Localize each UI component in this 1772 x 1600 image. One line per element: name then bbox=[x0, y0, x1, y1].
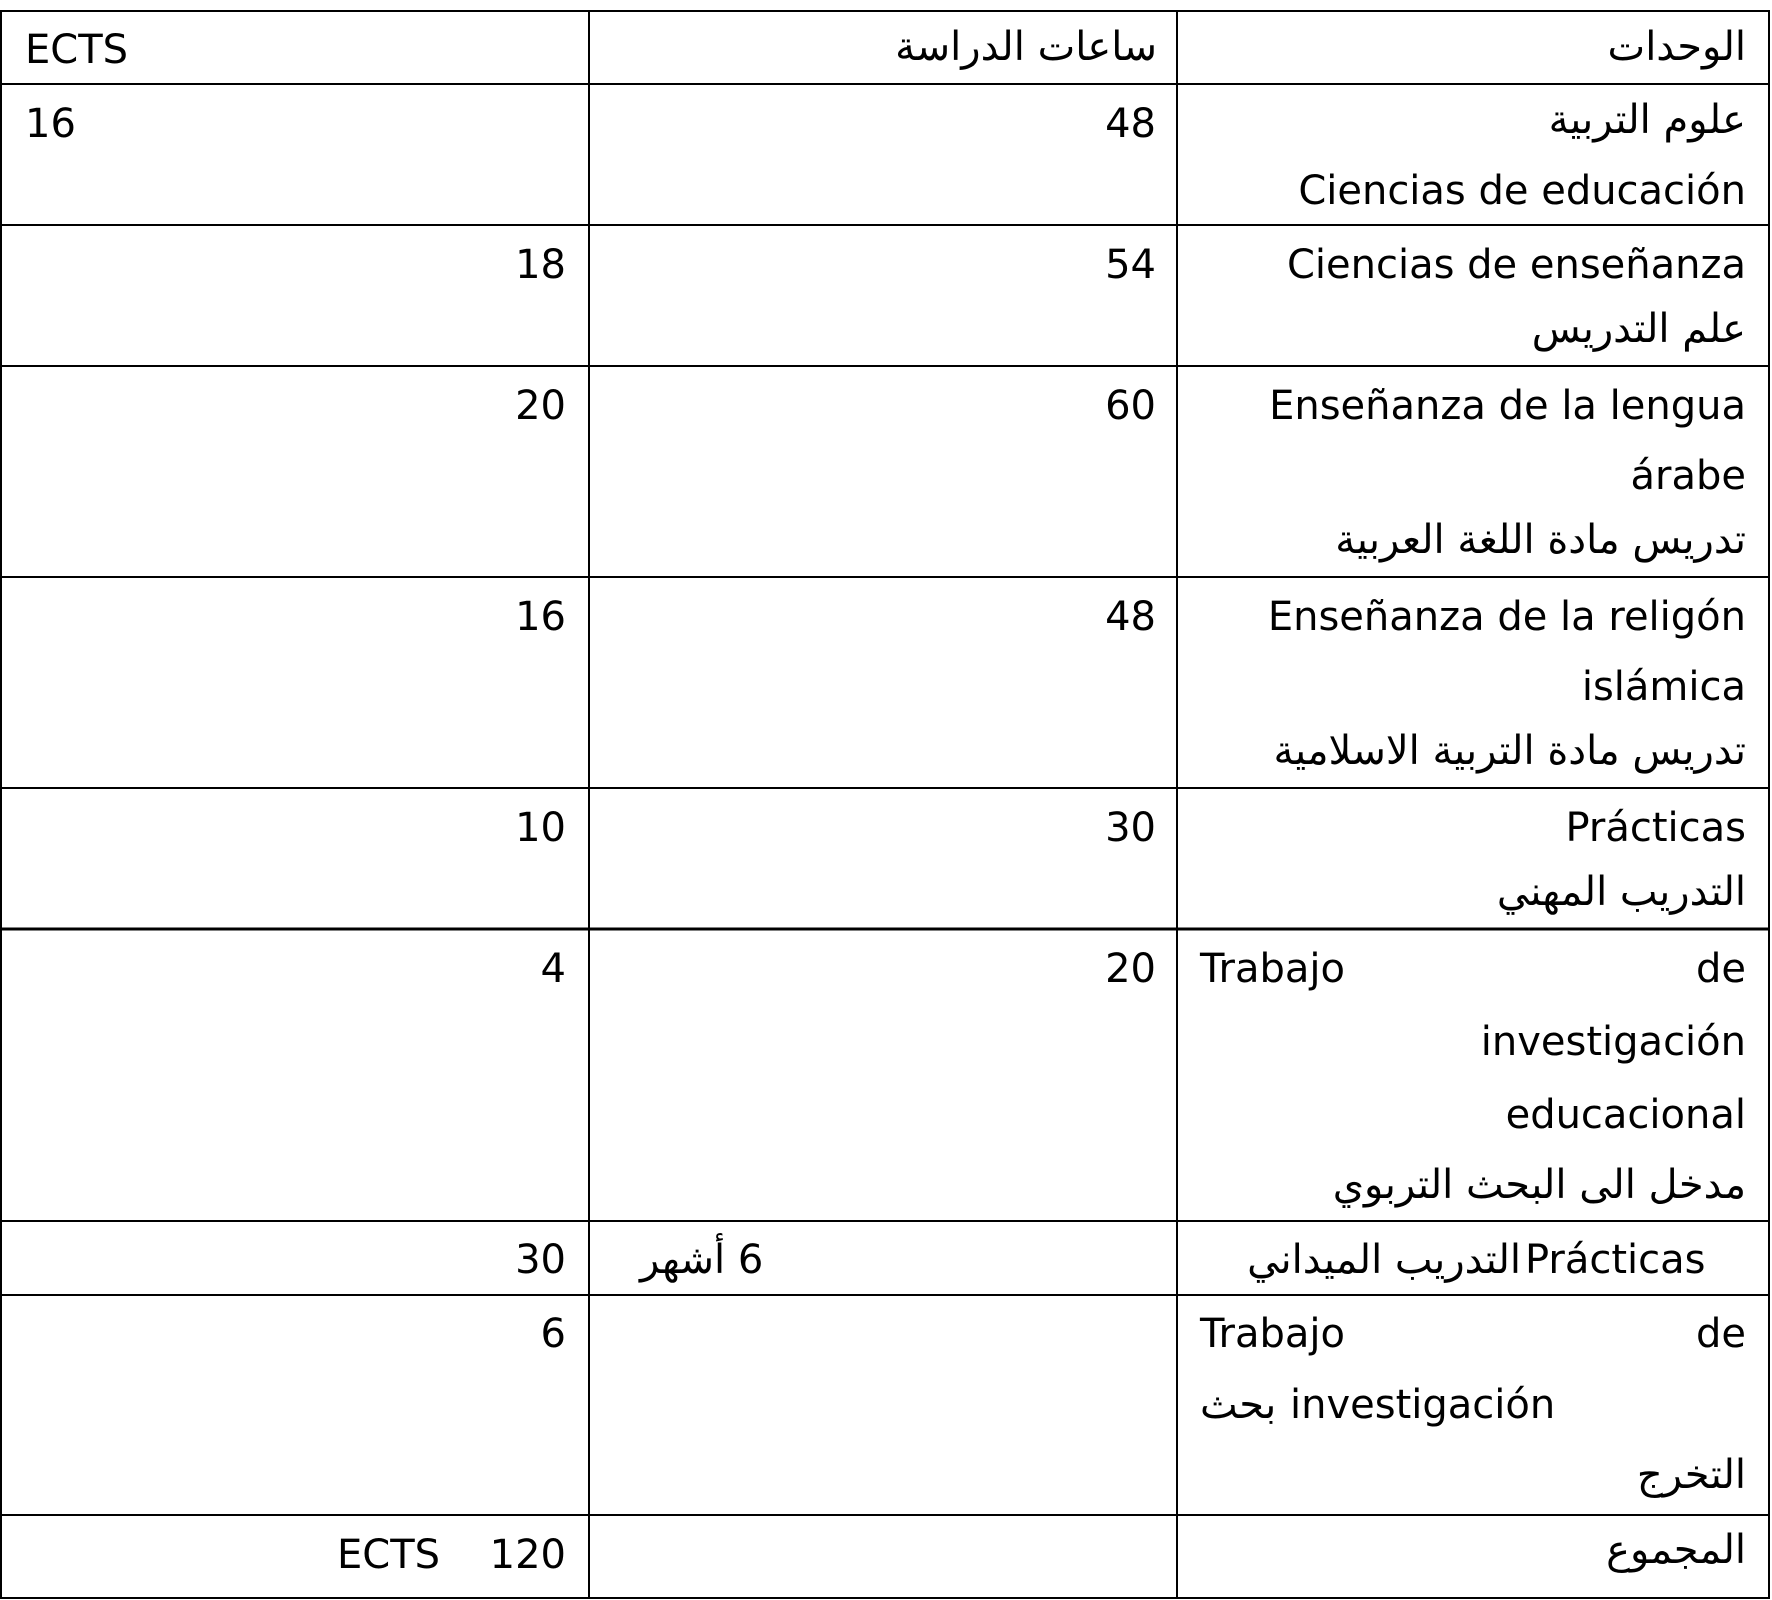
row-6-module-es-3: educacional bbox=[1505, 1092, 1746, 1138]
row-5-ects: 10 bbox=[515, 805, 566, 851]
header-ects: ECTS bbox=[25, 27, 129, 73]
row-6-ects: 4 bbox=[540, 946, 566, 992]
row-8-module-ar-1: بحث bbox=[1200, 1382, 1277, 1428]
total-unit: ECTS bbox=[337, 1532, 441, 1578]
row-4-module-es-2: islámica bbox=[1581, 664, 1746, 710]
row-3-module-ar: تدريس مادة اللغة العربية bbox=[1335, 517, 1746, 563]
row-8-module-es-1b: de bbox=[1696, 1311, 1746, 1357]
row-1-module-ar: علوم التربية bbox=[1548, 97, 1746, 143]
row-2-ects: 18 bbox=[515, 242, 566, 288]
row-5-module-ar: التدريب المهني bbox=[1496, 869, 1746, 915]
row-8-module-es-2: investigación bbox=[1290, 1382, 1556, 1428]
total-label: المجموع bbox=[1606, 1527, 1746, 1573]
row-4-ects: 16 bbox=[515, 594, 566, 640]
row-3-ects: 20 bbox=[515, 383, 566, 429]
header-study-hours: ساعات الدراسة bbox=[895, 24, 1157, 70]
row-1-module-es: Ciencias de educación bbox=[1298, 168, 1746, 214]
row-4-module-ar: تدريس مادة التربية الاسلامية bbox=[1273, 728, 1746, 774]
row-1-ects: 16 bbox=[25, 101, 76, 147]
row-5-hours: 30 bbox=[1105, 805, 1156, 851]
row-4-hours: 48 bbox=[1105, 594, 1156, 640]
row-5-module-es: Prácticas bbox=[1565, 805, 1746, 851]
row-3-module-es-1: Enseñanza de la lengua bbox=[1269, 383, 1746, 429]
total-value: 120 bbox=[489, 1532, 566, 1578]
row-6-module-es-1a: Trabajo bbox=[1200, 946, 1345, 992]
header-modules: الوحدات bbox=[1607, 24, 1746, 70]
row-8-module-ar-2: التخرج bbox=[1636, 1452, 1746, 1498]
row-2-module-es: Ciencias de enseñanza bbox=[1286, 242, 1746, 288]
row-8-ects: 6 bbox=[540, 1311, 566, 1357]
row-3-module-es-2: árabe bbox=[1630, 453, 1746, 499]
row-2-hours: 54 bbox=[1105, 242, 1156, 288]
row-7-module-es: Prácticas bbox=[1525, 1237, 1706, 1283]
row-7-hours: 6 أشهر bbox=[640, 1237, 764, 1283]
row-2-module-ar: علم التدريس bbox=[1531, 306, 1746, 352]
row-6-module-es-1b: de bbox=[1696, 946, 1746, 992]
row-3-hours: 60 bbox=[1105, 383, 1156, 429]
row-6-module-ar: مدخل الى البحث التربوي bbox=[1332, 1162, 1746, 1208]
row-6-module-es-2: investigación bbox=[1480, 1019, 1746, 1065]
row-4-module-es-1: Enseñanza de la religón bbox=[1267, 594, 1746, 640]
row-6-hours: 20 bbox=[1105, 946, 1156, 992]
row-1-hours: 48 bbox=[1105, 101, 1156, 147]
row-7-ects: 30 bbox=[515, 1237, 566, 1283]
row-8-module-es-1a: Trabajo bbox=[1200, 1311, 1345, 1357]
row-7-module-ar: التدريب الميداني bbox=[1247, 1237, 1521, 1283]
